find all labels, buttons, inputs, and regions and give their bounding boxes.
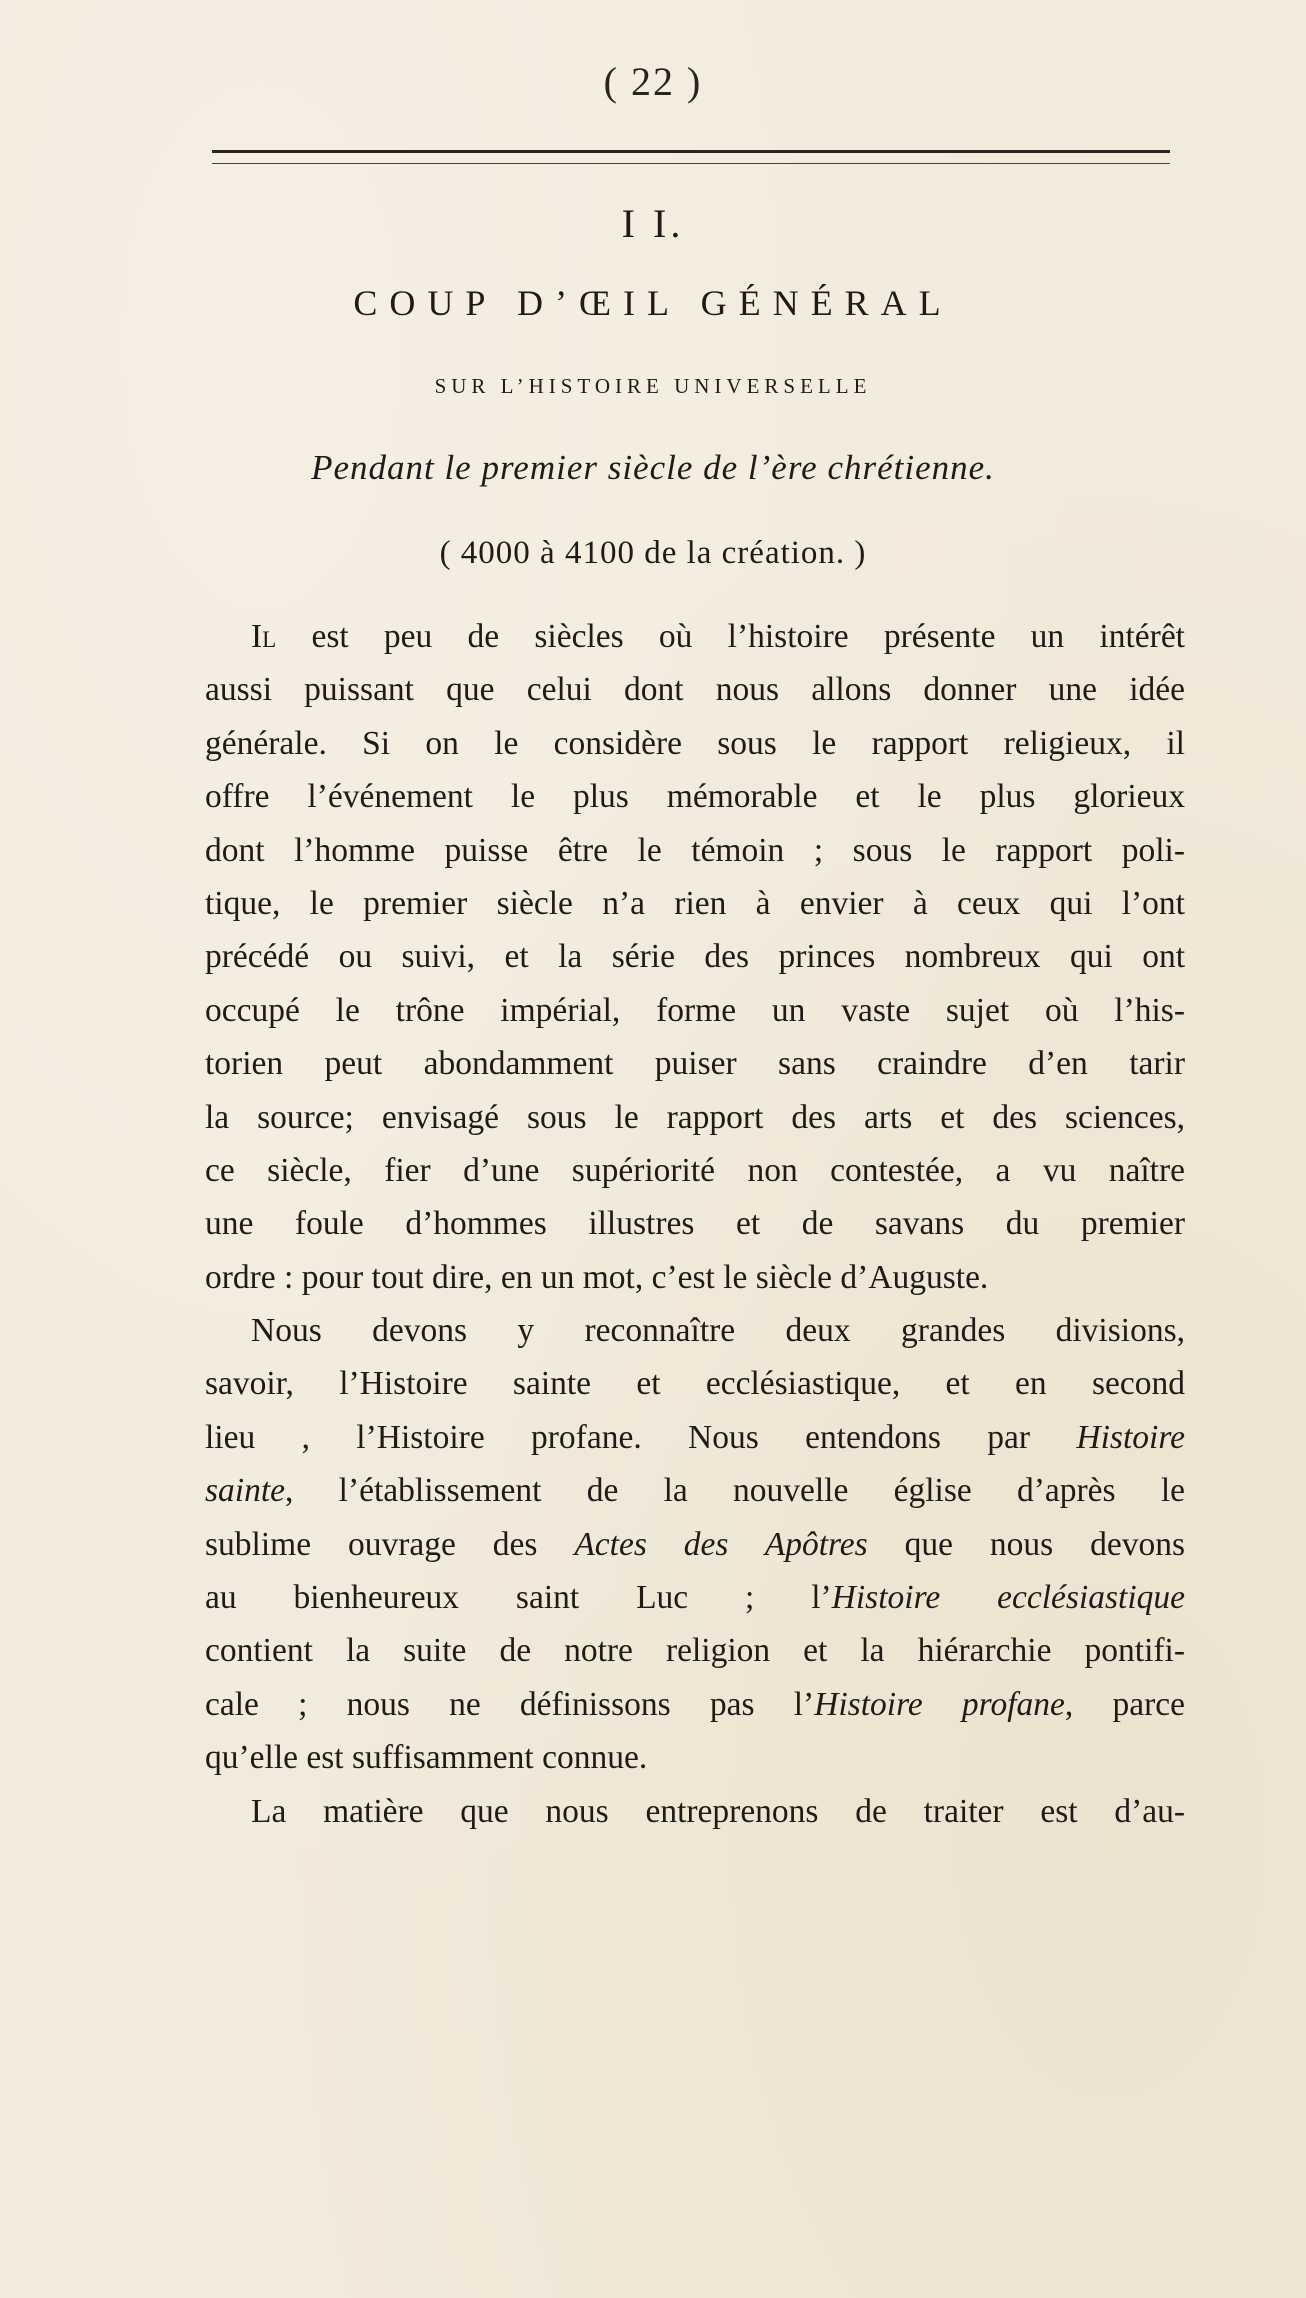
line-text: au bienheureux saint Luc ; l’ xyxy=(205,1579,832,1617)
paragraph-line: occupé le trône impérial, forme un vaste sujet où l’his- xyxy=(205,991,1185,1029)
italic-term: Histoire profane xyxy=(814,1685,1065,1723)
italic-term: Histoire xyxy=(1076,1418,1185,1456)
chapter-subtitle: SUR L’HISTOIRE UNIVERSELLE xyxy=(434,374,872,398)
paragraph-line: générale. Si on le considère sous le rapport religieux, il xyxy=(205,724,1185,762)
paragraph-line xyxy=(205,1518,1185,1571)
paragraph-line: aussi puissant que celui dont nous allons donner une idée xyxy=(205,671,1185,709)
line-text: que nous devons xyxy=(867,1525,1185,1563)
chapter-title: COUP D’ŒIL GÉNÉRAL xyxy=(353,283,953,323)
paragraph-line: la source; envisagé sous le rapport des arts et des sciences, xyxy=(205,1098,1185,1136)
paragraph-line xyxy=(205,1464,1185,1517)
paragraph-line xyxy=(205,610,1185,663)
body-text xyxy=(205,610,1185,1838)
paragraph-line xyxy=(205,1411,1185,1464)
italic-term: sainte xyxy=(205,1472,286,1510)
paragraph-line: ce siècle, fier d’une supériorité non contestée, a vu naître xyxy=(205,1151,1185,1189)
paragraph-line: La matière que nous entreprenons de traiter est d’au- xyxy=(251,1792,1185,1830)
line-text: , l’établissement de la nouvelle église d’après le xyxy=(285,1472,1185,1510)
paragraph-line: ordre : pour tout dire, en un mot, c’est le siècle d’Auguste. xyxy=(205,1258,989,1296)
paragraph-line: tique, le premier siècle n’a rien à envier à ceux qui l’ont xyxy=(205,884,1185,922)
paragraph-line: contient la suite de notre religion et la hiérarchie pontifi- xyxy=(205,1632,1185,1670)
paragraph-line: dont l’homme puisse être le témoin ; sous le rapport poli- xyxy=(205,831,1185,869)
drop-word: Il xyxy=(251,618,277,655)
paragraph-line: torien peut abondamment puiser sans craindre d’en tarir xyxy=(205,1045,1185,1083)
paragraph-line: offre l’événement le plus mémorable et le plus glorieux xyxy=(205,778,1185,816)
italic-term: Actes des Apôtres xyxy=(574,1525,868,1563)
paragraph-line: une foule d’hommes illustres et de savans du premier xyxy=(205,1205,1185,1243)
line-text: lieu , l’Histoire profane. Nous entendons par xyxy=(205,1418,1077,1456)
date-range: ( 4000 à 4100 de la création. ) xyxy=(439,535,867,571)
line-text: , parce xyxy=(1064,1685,1185,1723)
header-rule-thick xyxy=(212,150,1170,153)
paragraph-line xyxy=(205,1571,1185,1624)
period-heading: Pendant le premier siècle de l’ère chrétienne. xyxy=(311,448,995,487)
paragraph-line xyxy=(205,1678,1185,1731)
line-text: est peu de siècles où l’histoire présente un intérêt xyxy=(276,618,1185,655)
paragraph-line: savoir, l’Histoire sainte et ecclésiastique, et en second xyxy=(205,1365,1185,1403)
page-number: ( 22 ) xyxy=(603,59,703,104)
paragraph-line: précédé ou suivi, et la série des princes nombreux qui ont xyxy=(205,938,1185,976)
paragraph-line: Nous devons y reconnaître deux grandes divisions, xyxy=(251,1312,1185,1350)
line-text: cale ; nous ne définissons pas l’ xyxy=(205,1685,815,1723)
header-rule-thin xyxy=(212,163,1170,164)
italic-term: Histoire ecclésiastique xyxy=(831,1579,1185,1617)
section-number: I I. xyxy=(621,201,685,246)
paragraph-line: qu’elle est suffisamment connue. xyxy=(205,1739,648,1777)
line-text: sublime ouvrage des xyxy=(205,1525,575,1563)
